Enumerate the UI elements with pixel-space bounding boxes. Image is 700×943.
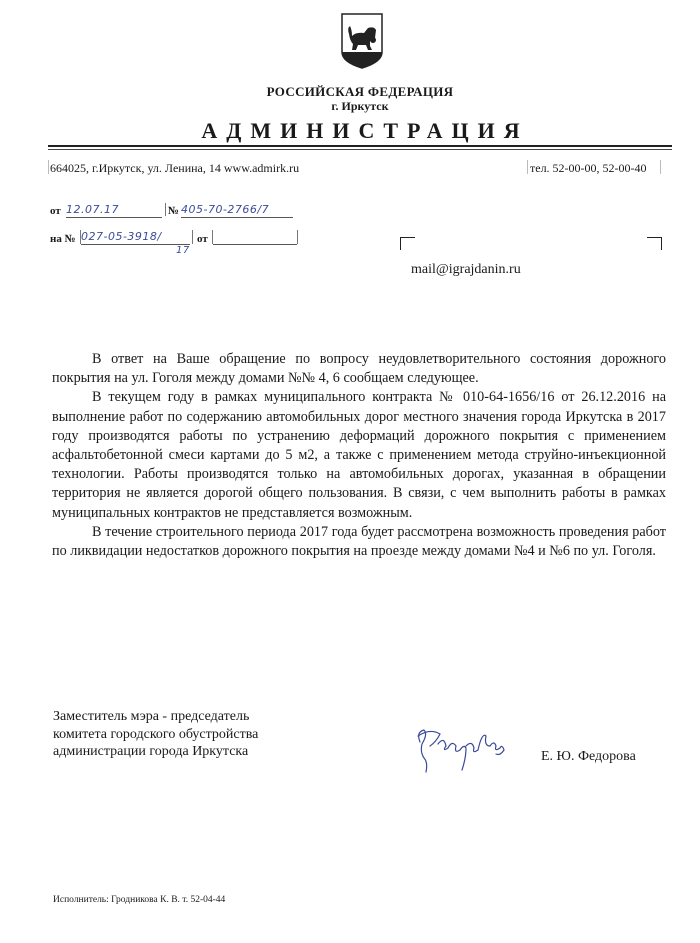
reply-date-label: от — [197, 233, 208, 245]
executor-info: Исполнитель: Гродникова К. В. т. 52-04-44 — [53, 895, 226, 905]
address-line: 664025, г.Иркутск, ул. Ленина, 14 www.admirk.ru — [50, 161, 300, 175]
field-separator — [165, 203, 166, 216]
header-rule — [48, 145, 672, 150]
recipient-email: mail@igrajdanin.ru — [411, 262, 521, 277]
outgoing-date-field: 12.07.17 — [66, 203, 162, 218]
country-heading: РОССИЙСКАЯ ФЕДЕРАЦИЯ — [266, 84, 454, 99]
organization-title: АДМИНИСТРАЦИЯ — [201, 118, 529, 143]
reply-to-number-suffix: 17 — [176, 245, 190, 256]
city-heading: г. Иркутск — [331, 99, 389, 113]
outgoing-number-field: 405-70-2766/7 — [181, 203, 293, 218]
letter-body — [52, 350, 666, 561]
signatory-name: Е. Ю. Федорова — [541, 749, 636, 764]
address-tick-mark — [48, 160, 49, 174]
signatory-title-line: администрации города Иркутска — [53, 744, 249, 759]
phone-tick-mark — [527, 160, 528, 174]
reply-to-number-field: 027-05-3918/ — [81, 230, 190, 245]
signatory-title-line: комитета городского обустройства — [53, 726, 259, 742]
signatory-title — [53, 708, 258, 761]
body-paragraph: В ответ на Ваше обращение по вопросу неудовлетворительного состояния дорожного покрытия на ул. Гоголя между домами №№ 4, 6 сообщаем следующее. — [52, 351, 666, 387]
address-window-corner-right — [647, 237, 662, 250]
number-label: № — [168, 205, 180, 217]
reply-to-label: на № — [50, 233, 76, 245]
address-window-corner-left — [400, 237, 415, 250]
body-paragraph: В течение строительного периода 2017 года будет рассмотрена возможность проведения работ по ликвидации недостатков дорожного покрытия на проезде между домами №4 и №6 по ул. Гоголя. — [52, 523, 666, 560]
phone-line: тел. 52-00-00, 52-00-40 — [530, 161, 647, 175]
body-paragraph: В текущем году в рамках муниципального контракта № 010-64-1656/16 от 26.12.2016 на выполнение работ по содержанию автомобильных дорог местного значения города Иркутска в 2017 году производятся работы по устранению деформаций дорожного покрытия с применением асфальтобетонной смеси картами до 5 м2, а также с применением метода струйно-инъекционной технологии. Работы производятся только на автомобильных дорогах, указанная в обращении территория не является дорогой общего пользования. В связи, с чем выполнить работы в рамках муниципальных контрактов не представляется возможным. — [52, 389, 666, 521]
from-label: от — [50, 205, 61, 217]
field-separator — [192, 230, 193, 244]
signatory-title-line: Заместитель мэра - председатель — [53, 709, 250, 724]
coat-of-arms-icon — [340, 12, 384, 70]
field-separator — [297, 230, 298, 244]
reply-date-field — [213, 230, 297, 245]
phone-tick-mark-end — [660, 160, 661, 174]
handwritten-signature — [410, 722, 510, 782]
